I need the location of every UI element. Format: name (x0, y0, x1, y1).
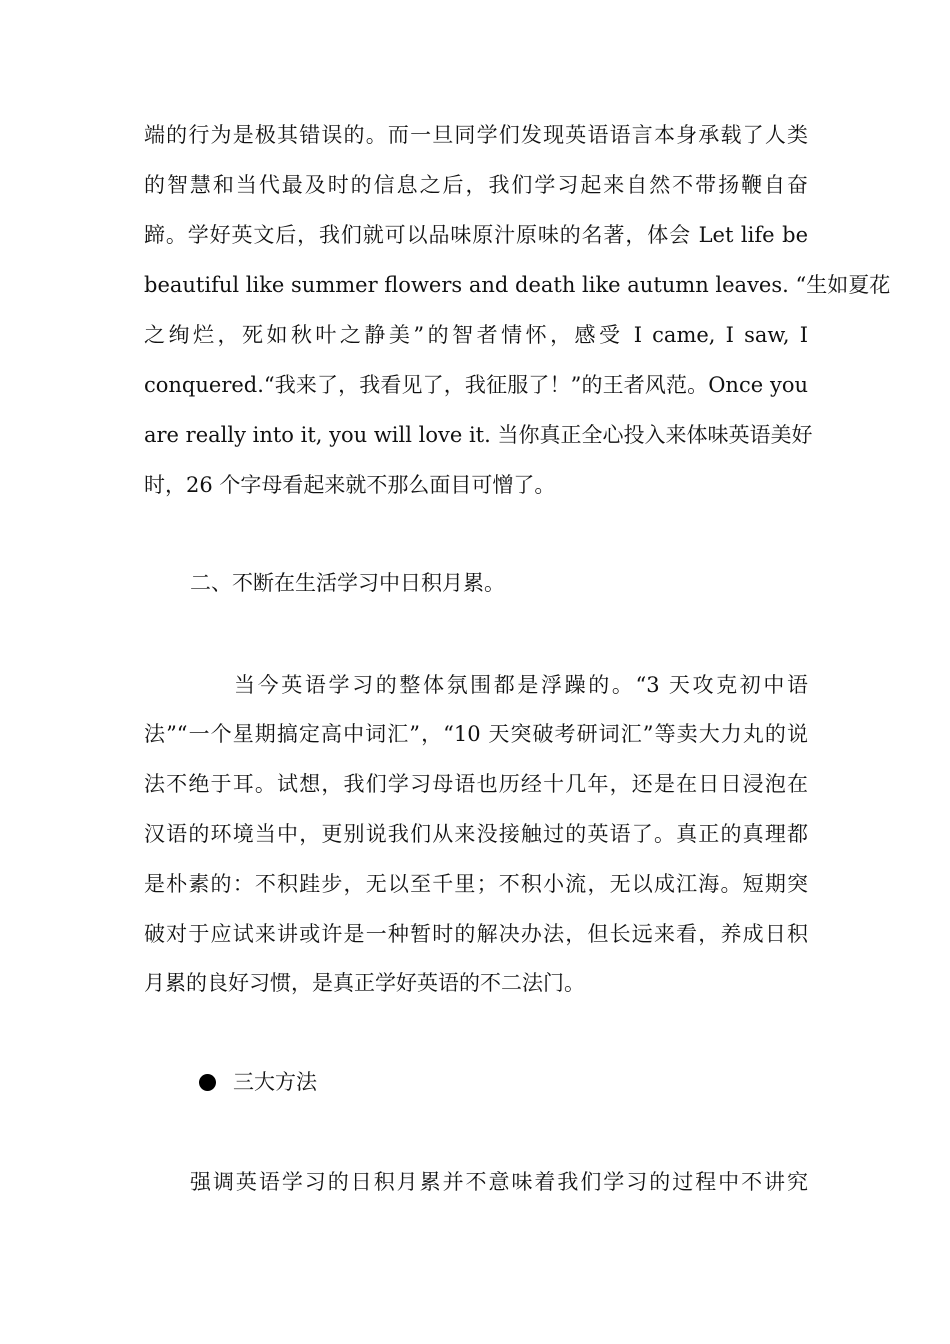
paragraph-1-line-4: beautiful like summer flowers and death like autumn leaves. “生如夏花 (144, 273, 891, 297)
bullet-dot-icon (199, 1074, 216, 1091)
paragraph-2-line-5: 是朴素的：不积跬步，无以至千里；不积小流，无以成江海。短期突 (144, 872, 808, 896)
paragraph-2-line-3: 法不绝于耳。试想，我们学习母语也历经十几年，还是在日日浸泡在 (144, 772, 808, 796)
paragraph-2-line-1: 当今英语学习的整体氛围都是浮躁的。“3 天攻克初中语 (234, 673, 808, 697)
paragraph-1-line-2: 的智慧和当代最及时的信息之后，我们学习起来自然不带扬鞭自奋 (144, 173, 808, 197)
paragraph-2-line-4: 汉语的环境当中，更别说我们从来没接触过的英语了。真正的真理都 (144, 822, 808, 846)
paragraph-3-line-1: 强调英语学习的日积月累并不意味着我们学习的过程中不讲究 (190, 1170, 808, 1194)
paragraph-2-line-7: 月累的良好习惯，是真正学好英语的不二法门。 (144, 971, 585, 995)
paragraph-1-line-7: are really into it, you will love it. 当你真正全心投入来体味英语美好 (144, 423, 813, 447)
paragraph-2-line-2: 法”“一个星期搞定高中词汇”，“10 天突破考研词汇”等卖大力丸的说 (144, 722, 808, 746)
paragraph-1-line-1: 端的行为是极其错误的。而一旦同学们发现英语语言本身承载了人类 (144, 123, 808, 147)
paragraph-1-line-8: 时，26 个字母看起来就不那么面目可憎了。 (144, 473, 556, 497)
paragraph-1-line-6: conquered.“我来了，我看见了，我征服了！”的王者风范。Once you (144, 373, 808, 397)
bullet-item (199, 1068, 317, 1096)
bullet-item-label: 三大方法 (233, 1070, 317, 1094)
paragraph-1-line-5: 之绚烂，死如秋叶之静美”的智者情怀，感受 I came, I saw, I (144, 323, 808, 347)
paragraph-2-line-6: 破对于应试来讲或许是一种暂时的解决办法，但长远来看，养成日积 (144, 922, 808, 946)
section-heading: 二、不断在生活学习中日积月累。 (190, 571, 505, 595)
paragraph-1-line-3: 蹄。学好英文后，我们就可以品味原汁原味的名著，体会 Let life be (144, 223, 808, 247)
